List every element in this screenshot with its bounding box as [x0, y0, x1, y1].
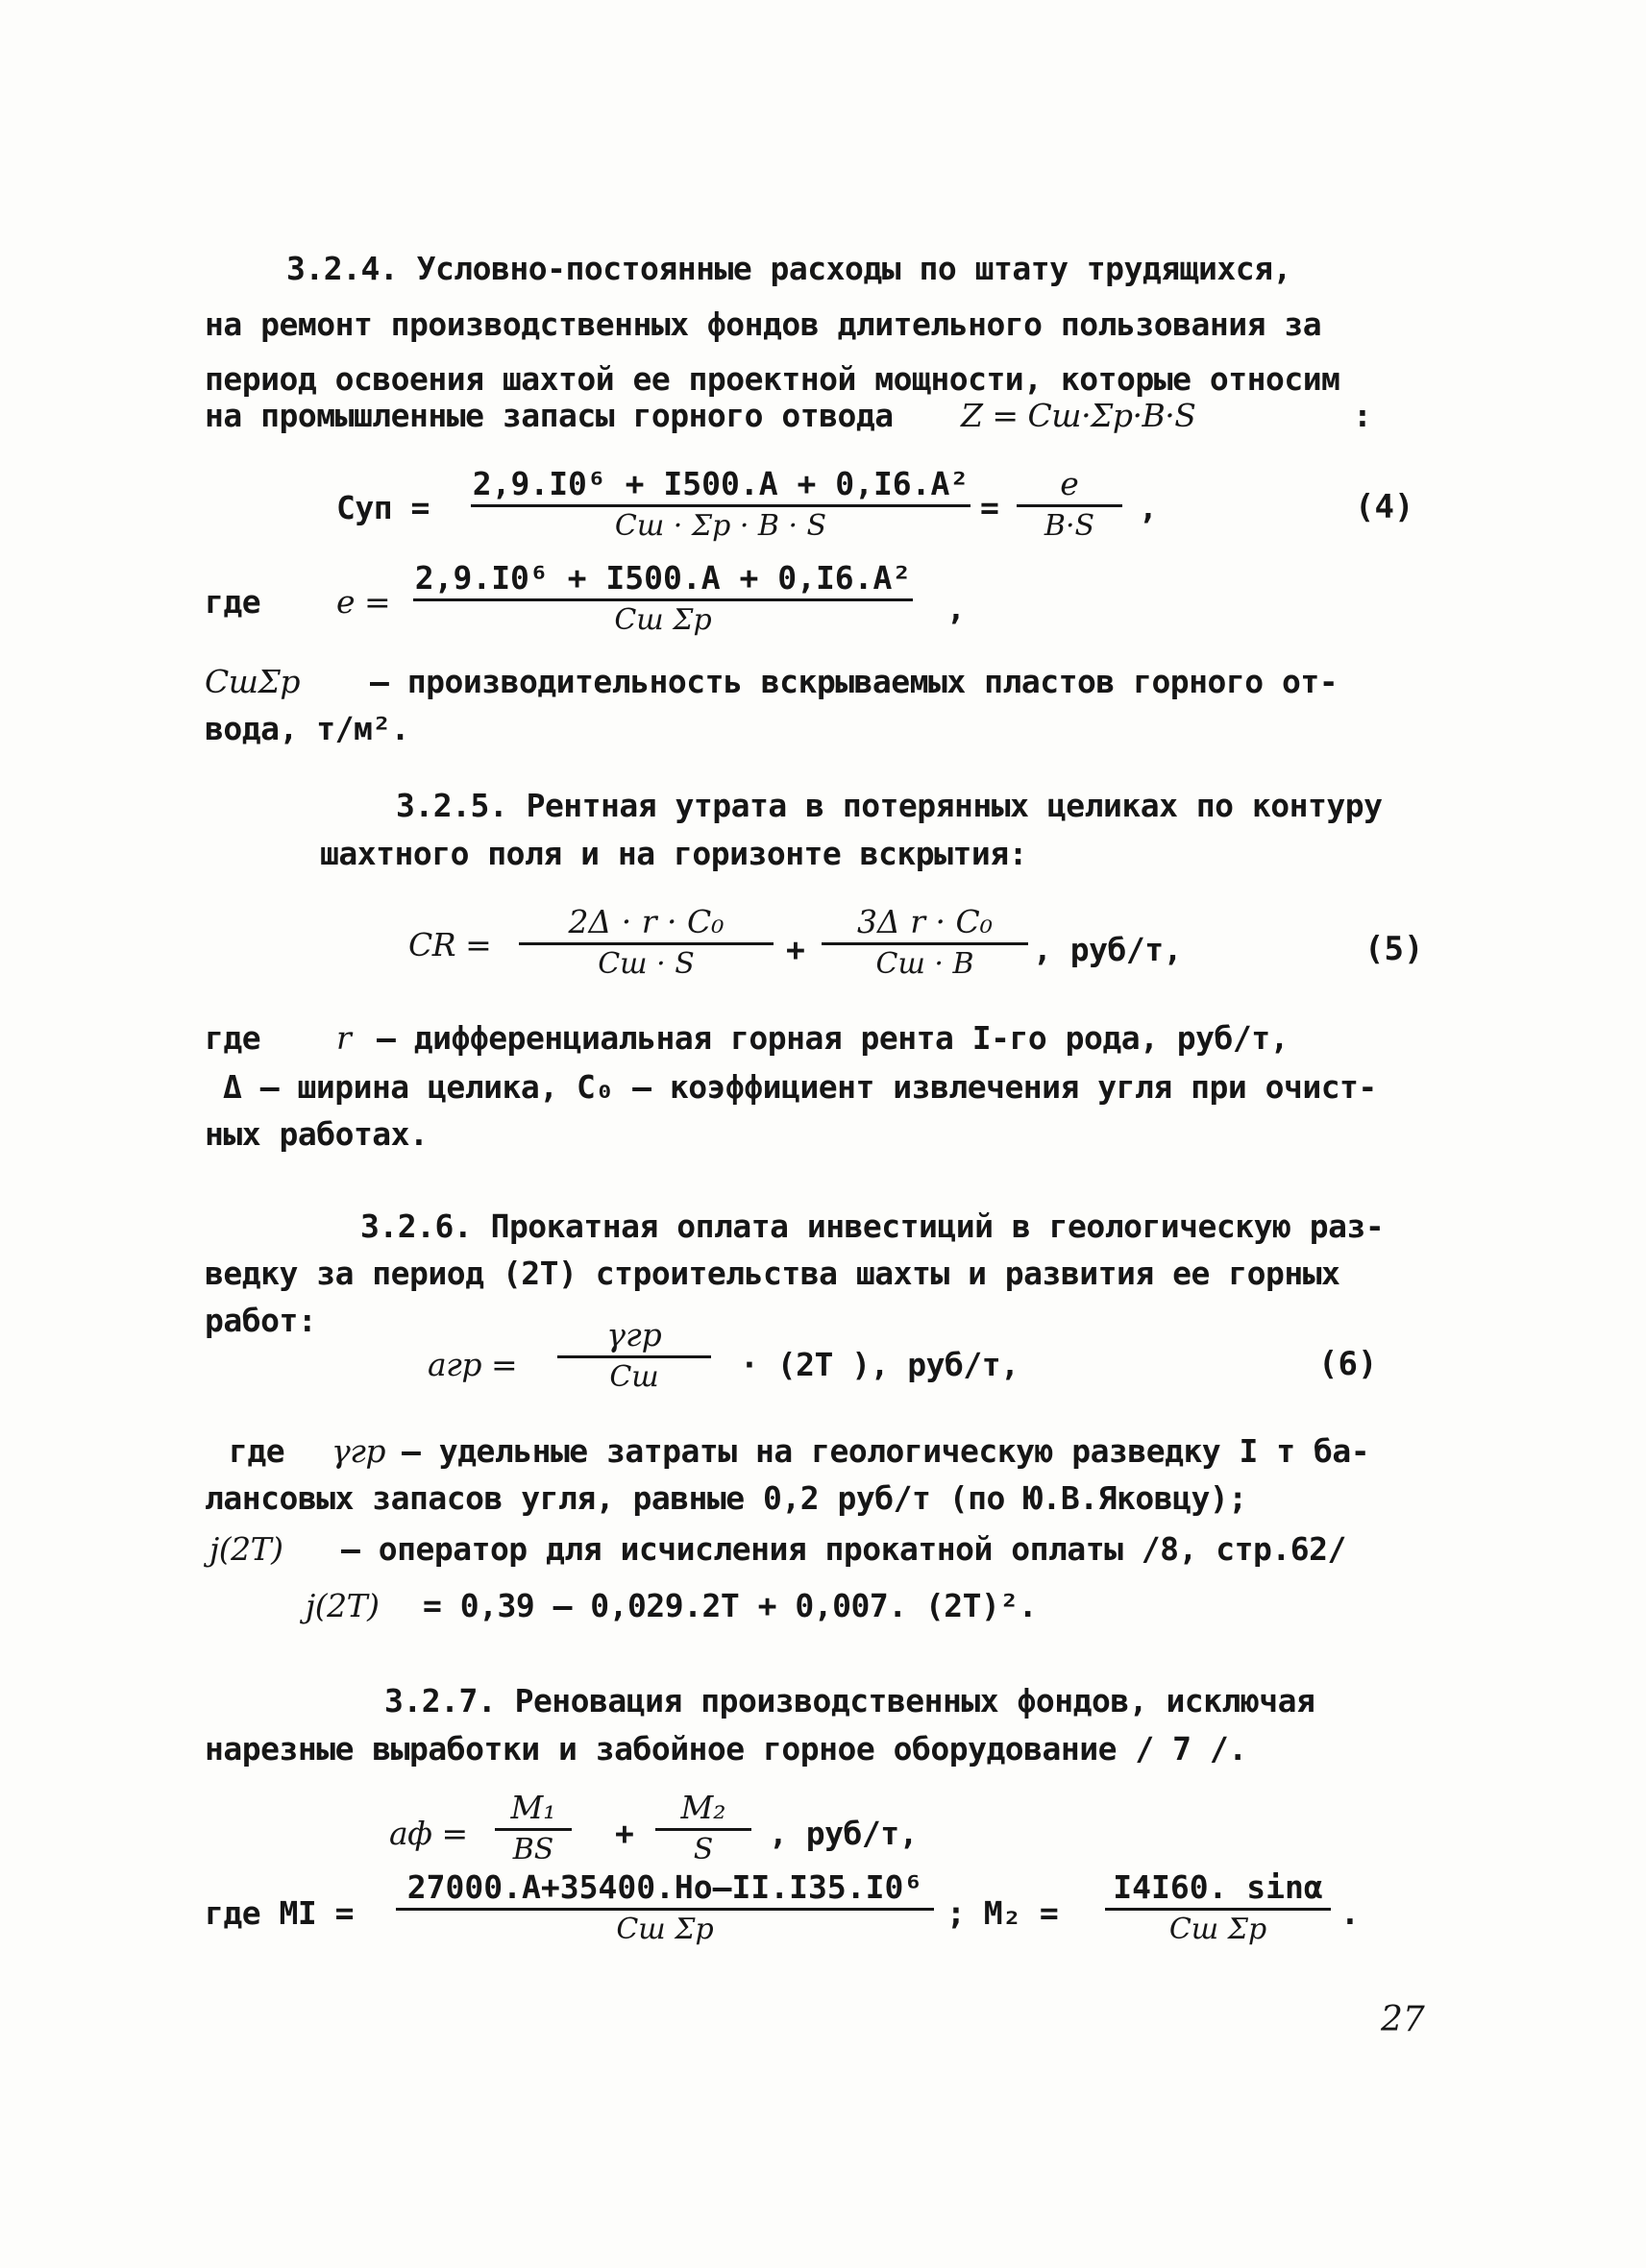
eq6-number: (6) — [1318, 1345, 1378, 1383]
s325-line-2: шахтного поля и на горизонте вскрытия: — [320, 835, 1027, 872]
eq7-fraction-1 — [495, 1789, 572, 1866]
eq7-plus: + — [615, 1815, 634, 1852]
eq7-denominator-2: S — [693, 1833, 714, 1866]
eq5-numerator-2: 3Δ r · C₀ — [856, 903, 994, 940]
s327-line-2: нарезные выработки и забойное горное оборудование / 7 /. — [205, 1730, 1247, 1768]
where-e-comma: , — [946, 590, 966, 627]
eq5-numerator-1: 2Δ · r · C₀ — [568, 903, 725, 940]
eq4-lhs: Cуп = — [336, 489, 430, 526]
eq6-rest: · (2T ), руб/т, — [740, 1346, 1020, 1383]
s324-line-2: на ремонт производственных фондов длительного пользования за — [205, 305, 1322, 343]
cp-text-2: вода, т/м². — [205, 710, 410, 747]
eq7-fraction-2 — [655, 1789, 751, 1866]
where-e-lhs: e = — [336, 583, 391, 621]
where-e-label: где — [205, 583, 261, 621]
eq7-denominator-1: BS — [512, 1833, 554, 1866]
e-denominator: Cш Σp — [614, 603, 712, 637]
colon: : — [1353, 397, 1372, 434]
where7-sep: ; M₂ = — [946, 1894, 1059, 1932]
where6-gamma: γгр — [332, 1432, 386, 1470]
where5-line-3: ных работах. — [205, 1115, 429, 1153]
where5-line-1: – дифференциальная горная рента I-го рода, руб/т, — [377, 1019, 1290, 1057]
eq4-denominator: Cш · Σp · B · S — [614, 509, 827, 543]
s325-line-1: 3.2.5. Рентная утрата в потерянных целиках по контуру — [396, 787, 1383, 824]
m1-denominator: Cш Σp — [616, 1913, 714, 1946]
where7-end: . — [1340, 1894, 1360, 1932]
eq5-lhs: CR = — [408, 926, 492, 963]
eq4-fraction — [471, 465, 970, 543]
s324-line-1: 3.2.4. Условно-постоянные расходы по штату трудящихся, — [286, 250, 1291, 287]
eq6-lhs: aгр = — [428, 1346, 518, 1383]
operator-symbol: j(2T) — [209, 1530, 283, 1568]
s324-line-3: период освоения шахтой ее проектной мощности, которые относим — [205, 360, 1340, 398]
m1-numerator: 27000.A+35400.Ho–II.I35.I0⁶ — [406, 1868, 923, 1906]
e-fraction — [413, 559, 913, 637]
where7-label: где MI = — [205, 1894, 354, 1932]
operator-text: – оператор для исчисления прокатной оплаты /8, стр.62/ — [341, 1530, 1346, 1568]
m2-numerator: I4I60. sinα — [1113, 1868, 1323, 1906]
page-number: 27 — [1381, 2000, 1425, 2039]
eq4-equals: = — [980, 489, 999, 526]
eq4-fraction-2 — [1017, 465, 1122, 543]
eq5-denominator-2: Cш · B — [875, 947, 974, 981]
where5-line-2: Δ – ширина целика, C₀ – коэффициент извлечения угля при очист- — [223, 1068, 1377, 1106]
s324-line-4: на промышленные запасы горного отвода — [205, 397, 894, 434]
eq5-plus: + — [786, 931, 805, 968]
eq4-denominator-2: B·S — [1044, 509, 1095, 543]
eq6-denominator: Cш — [609, 1360, 659, 1394]
eq7-numerator-1: M₁ — [510, 1789, 556, 1826]
cp-text: – производительность вскрываемых пластов горного от- — [370, 663, 1339, 700]
eq5-unit: , руб/т, — [1033, 931, 1182, 968]
eq5-fraction-2 — [822, 903, 1028, 981]
where6-text: – удельные затраты на геологическую разведку I т ба- — [402, 1432, 1370, 1470]
where6-label: где — [229, 1432, 285, 1470]
s326-line-1: 3.2.6. Прокатная оплата инвестиций в геологическую раз- — [360, 1207, 1385, 1245]
cp-symbol: CшΣp — [205, 663, 300, 700]
eq6-numerator: γгр — [606, 1316, 662, 1353]
eq6-fraction — [557, 1316, 711, 1394]
e-numerator: 2,9.I0⁶ + I500.A + 0,I6.A² — [414, 559, 912, 597]
eq5-denominator-1: Cш · S — [598, 947, 695, 981]
eq5-number: (5) — [1364, 930, 1424, 968]
eq4-comma: , — [1139, 489, 1158, 526]
where5-label: где — [205, 1019, 261, 1057]
eq7-lhs: aф = — [389, 1815, 468, 1852]
s327-line-1: 3.2.7. Реновация производственных фондов, исключая — [384, 1682, 1315, 1719]
operator-formula: = 0,39 – 0,029.2T + 0,007. (2T)². — [423, 1587, 1038, 1624]
s326-line-3: работ: — [205, 1302, 317, 1339]
where6-text-2: лансовых запасов угля, равные 0,2 руб/т (по Ю.В.Яковцу); — [205, 1479, 1247, 1517]
eq7-unit: , руб/т, — [769, 1815, 918, 1852]
eq4-numerator: 2,9.I0⁶ + I500.A + 0,I6.A² — [472, 465, 970, 502]
m2-denominator: Cш Σp — [1168, 1913, 1267, 1946]
z-formula: Z = Cш·Σp·B·S — [961, 397, 1196, 434]
eq4-numerator-2: e — [1060, 465, 1079, 502]
eq4-number: (4) — [1355, 488, 1414, 526]
eq5-fraction-1 — [519, 903, 774, 981]
m1-fraction — [396, 1868, 934, 1946]
eq7-numerator-2: M₂ — [680, 1789, 726, 1826]
s326-line-2: ведку за период (2T) строительства шахты и развития ее горных — [205, 1255, 1340, 1292]
m2-fraction — [1105, 1868, 1331, 1946]
operator-formula-symbol: j(2T) — [306, 1587, 380, 1624]
where5-r: r — [336, 1019, 352, 1057]
